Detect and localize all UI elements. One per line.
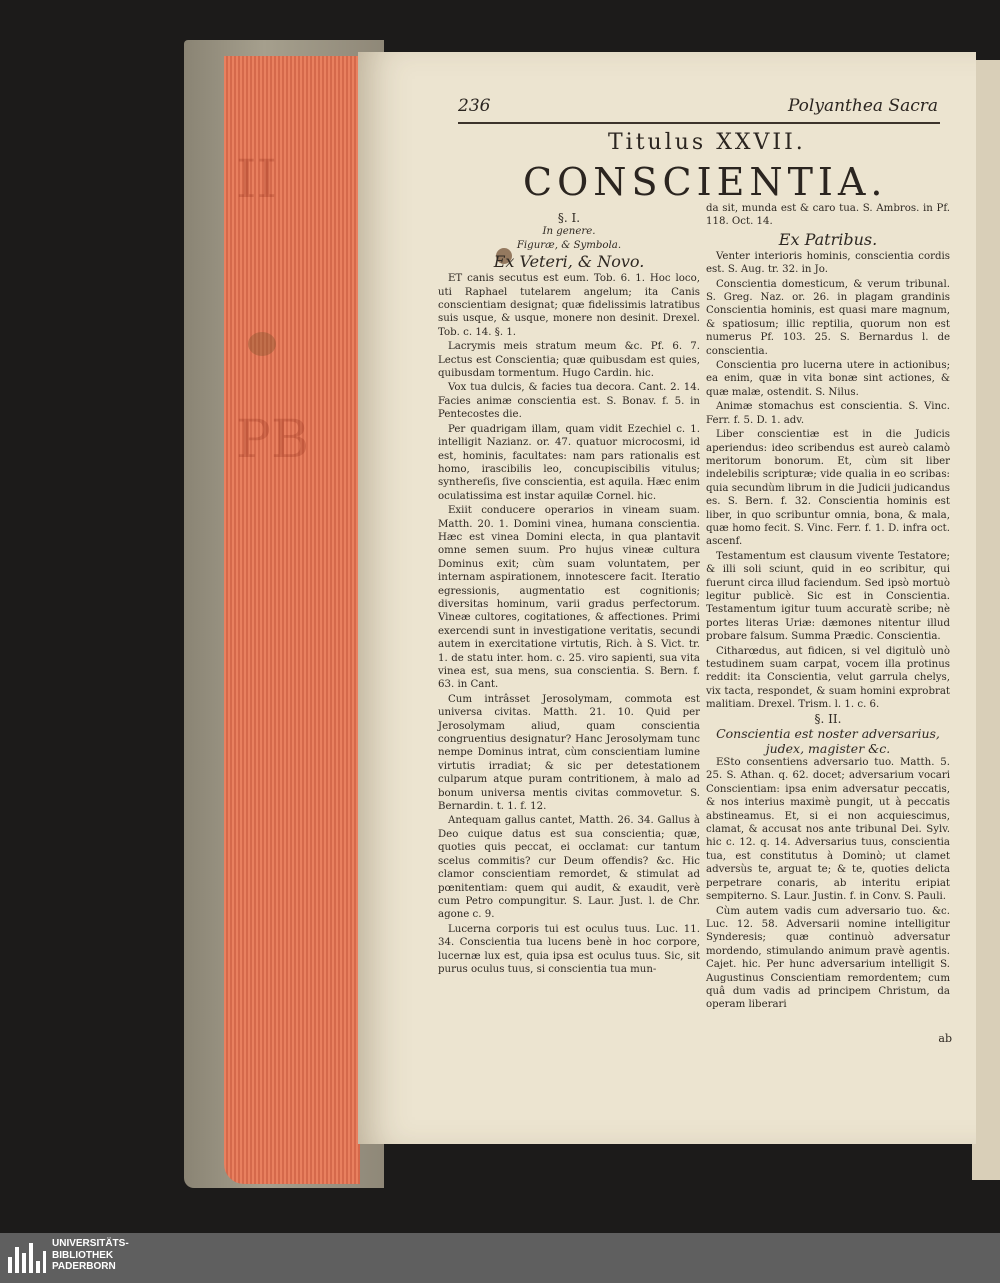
book-page: [358, 52, 976, 1144]
paragraph: Venter interioris hominis, conscientia cordis est. S. Aug. tr. 32. in Jo.: [706, 250, 950, 276]
paragraph: Testamentum est clausum vivente Testatore; & illi soli sciunt, quid in eo scribitur, qui fuerunt circa illud faciendum. Sed ipsò mortuò legitur publicè. Sic est in Conscientia. Testamentum igitur tuum accuratè scribe; nè portes literas Uriæ: dæmones nitentur illud probare falsum. Summa Prædic. Conscientia.: [706, 550, 950, 643]
paragraph: Cum intrâsset Jerosolymam, commota est universa civitas. Matth. 21. 10. Quid per Jerosolymam aliud, quam conscientia congruentius designatur? Hanc Jerosolymam tunc nempe Dominus intrat, cùm conscientiam lumine virtutis irradiat; & sic per detestationem culparum atque puram contritionem, à malo ad bonum universa mentis civitas commovetur. S. Bernardin. t. 1. f. 12.: [438, 693, 700, 813]
paragraph: Lacrymis meis stratum meum &c. Pf. 6. 7. Lectus est Conscientia; quæ quibusdam est quies, quibusdam tormentum. Hugo Cardin. hic.: [438, 341, 700, 380]
paragraph: Antequam gallus cantet, Matth. 26. 34. Gallus à Deo cuique datus est sua conscientia; quæ, quoties quis peccat, ei occlamat: cur tantum scelus commitis? cur Deum offendis? &c. Hic clamor conscientiam remordet, & stimulat ad pœnitentiam: quem qui audit, & exaudit, verè cum Petro compungitur. S. Laur. Just. l. de Chr. agone c. 9.: [438, 815, 700, 921]
paragraph: ET canis secutus est eum. Tob. 6. 1. Hoc loco, uti Raphael tutelarem angelum; ita Canis conscientiam designat; quæ fidelissimis latratibus suis usque, & usque, monere non desinit. Drexel. Tob. c. 14. §. 1.: [438, 273, 700, 338]
subheading: Figuræ, & Symbola.: [516, 239, 622, 251]
paragraph: Lucerna corporis tui est oculus tuus. Luc. 11. 34. Conscientia tua lucens benè in hoc corpore, lucernæ lux est, quia ipsa est oculus tuus. Sic, sit purus oculus tuus, si conscientia tua mun-: [438, 923, 700, 975]
paragraph: Animæ stomachus est conscientia. S. Vinc. Ferr. f. 5. D. 1. adv.: [706, 401, 950, 426]
paragraph: Exiit conducere operarios in vineam suam. Matth. 20. 1. Domini vinea, humana conscientia. Hæc est vinea Domini electa, in qua plantavit omne semen suum. Pro hujus vineæ cultura Dominus exit; cùm suam voluntatem, per internam aspirationem, innotescere facit. Iteratio egressionis, augmentatio est cognitionis; diversitas hominum, varii gradus perfectorum. Vineæ cultores, cogitationes, & affectiones. Primi exercendi sunt in investigatione veritatis, secundi autem in exercitatione virtutis, Rich. à S. Vict. tr. 1. de statu inter. hom. c. 25. viro sapienti, sua vita vinea est, sua mens, sua conscientia. S. Bern. f. 63. in Cant.: [438, 505, 700, 691]
paragraph: Liber conscientiæ est in die Judicis aperiendus: ideo scribendus est aureò calamò meritorum bonorum. Et, cùm sit liber indelebilis scripturæ; vide qualia in eo scribas: quia secundùm librum in die Judicii judicandus es. S. Bern. f. 32. Conscientia hominis est liber, in quo scribuntur omnia, bona, & mala, quæ homo fecit. S. Vinc. Ferr. f. 1. D. infra oct. ascenf.: [706, 429, 950, 548]
library-logo-icon: [8, 1243, 46, 1273]
page-number: 236: [458, 96, 491, 116]
titulus-heading: Titulus XXVII.: [608, 130, 806, 155]
section-number: §. II.: [814, 711, 842, 726]
library-name: UNIVERSITÄTS- BIBLIOTHEK PADERBORN: [52, 1238, 129, 1272]
paragraph: Conscientia domesticum, & verum tribunal. S. Greg. Naz. or. 26. in plagam grandinis Conscientia hominis, est quasi mare magnum, & spatiosum; illic reptilia, quorum non est numerus Pf. 103. 25. S. Bernardus l. de conscientia.: [706, 278, 950, 357]
catchword: ab: [938, 1032, 952, 1045]
page-edge-red: [224, 56, 360, 1184]
paragraph: Vox tua dulcis, & facies tua decora. Cant. 2. 14. Facies animæ conscientia est. S. Bonav. f. 5. in Pentecostes die.: [438, 382, 700, 421]
subheading: Ex Patribus.: [778, 229, 878, 249]
subheading: Conscientia est noster adversarius, judex, magister &c.: [716, 726, 940, 757]
section-number: §. I.: [557, 211, 581, 225]
subheading: In genere.: [542, 226, 596, 238]
paragraph: da sit, munda est & caro tua. S. Ambros. in Pf. 118. Oct. 14.: [706, 203, 950, 228]
paragraph: Citharœdus, aut fidicen, si vel digitulò unò testudinem suam carpat, vocem illa protinus reddit: ita Conscientia, velut garrula chelys, vix tacta, respondet, & suam homini exprobrat malitiam. Drexel. Trism. l. 1. c. 6.: [706, 645, 950, 711]
paragraph: Cùm autem vadis cum adversario tuo. &c. Luc. 12. 58. Adversarii nomine intelligitur Synderesis; quæ continuò adversatur mordendo, stimulando animum pravè agentis. Cajet. hic. Per hunc adversarium intelligit S. Augustinus Conscientiam remordentem; cum quâ dum vadis ad principem Christum, da operam liberari: [706, 905, 950, 1011]
left-column: [438, 212, 700, 977]
subheading: Ex Veteri, & Novo.: [493, 252, 645, 272]
paragraph: Conscientia pro lucerna utere in actionibus; ea enim, quæ in vita bonæ sint actiones, & quæ malæ, ostendit. S. Nilus.: [706, 360, 950, 398]
edge-stamp-mark: PB: [236, 410, 310, 470]
paragraph: Per quadrigam illam, quam vidit Ezechiel c. 1. intelligit Nazianz. or. 47. quatuor microcosmi, id est, hominis, facultates: nam pars rationalis est homo, irascibilis leo, concupiscibilis vitulus; synthereſis, ſive conscientia, est aquila. Hæc enim oculatissima est instar aquilæ Cornel. hic.: [438, 423, 700, 502]
library-footer-bar: [0, 1233, 1000, 1283]
main-title: CONSCIENTIA.: [523, 160, 888, 204]
right-column: [706, 202, 950, 1013]
edge-stamp-mark: II: [236, 150, 278, 210]
paragraph: ESto consentiens adversario tuo. Matth. 5. 25. S. Athan. q. 62. docet; adversarium vocari Conscientiam: ipsa enim adversatur peccatis, & nos interius maximè pungit, ut à peccatis abstineamus. Et, si ei non acquiescimus, clamat, & accusat nos ante tribunal Dei. Sylv. hic c. 12. q. 14. Adversarius tuus, conscientia tua, est constitutus à Dominò; ut clamet adversùs te, arguat te; & te, quoties delicta perpetrare conaris, ab interitu eripiat sempiterno. S. Laur. Justin. f. in Conv. S. Pauli.: [706, 757, 950, 903]
running-title: Polyanthea Sacra: [787, 96, 938, 116]
header-rule: [458, 122, 940, 124]
facing-page-edge: [972, 60, 1000, 1180]
